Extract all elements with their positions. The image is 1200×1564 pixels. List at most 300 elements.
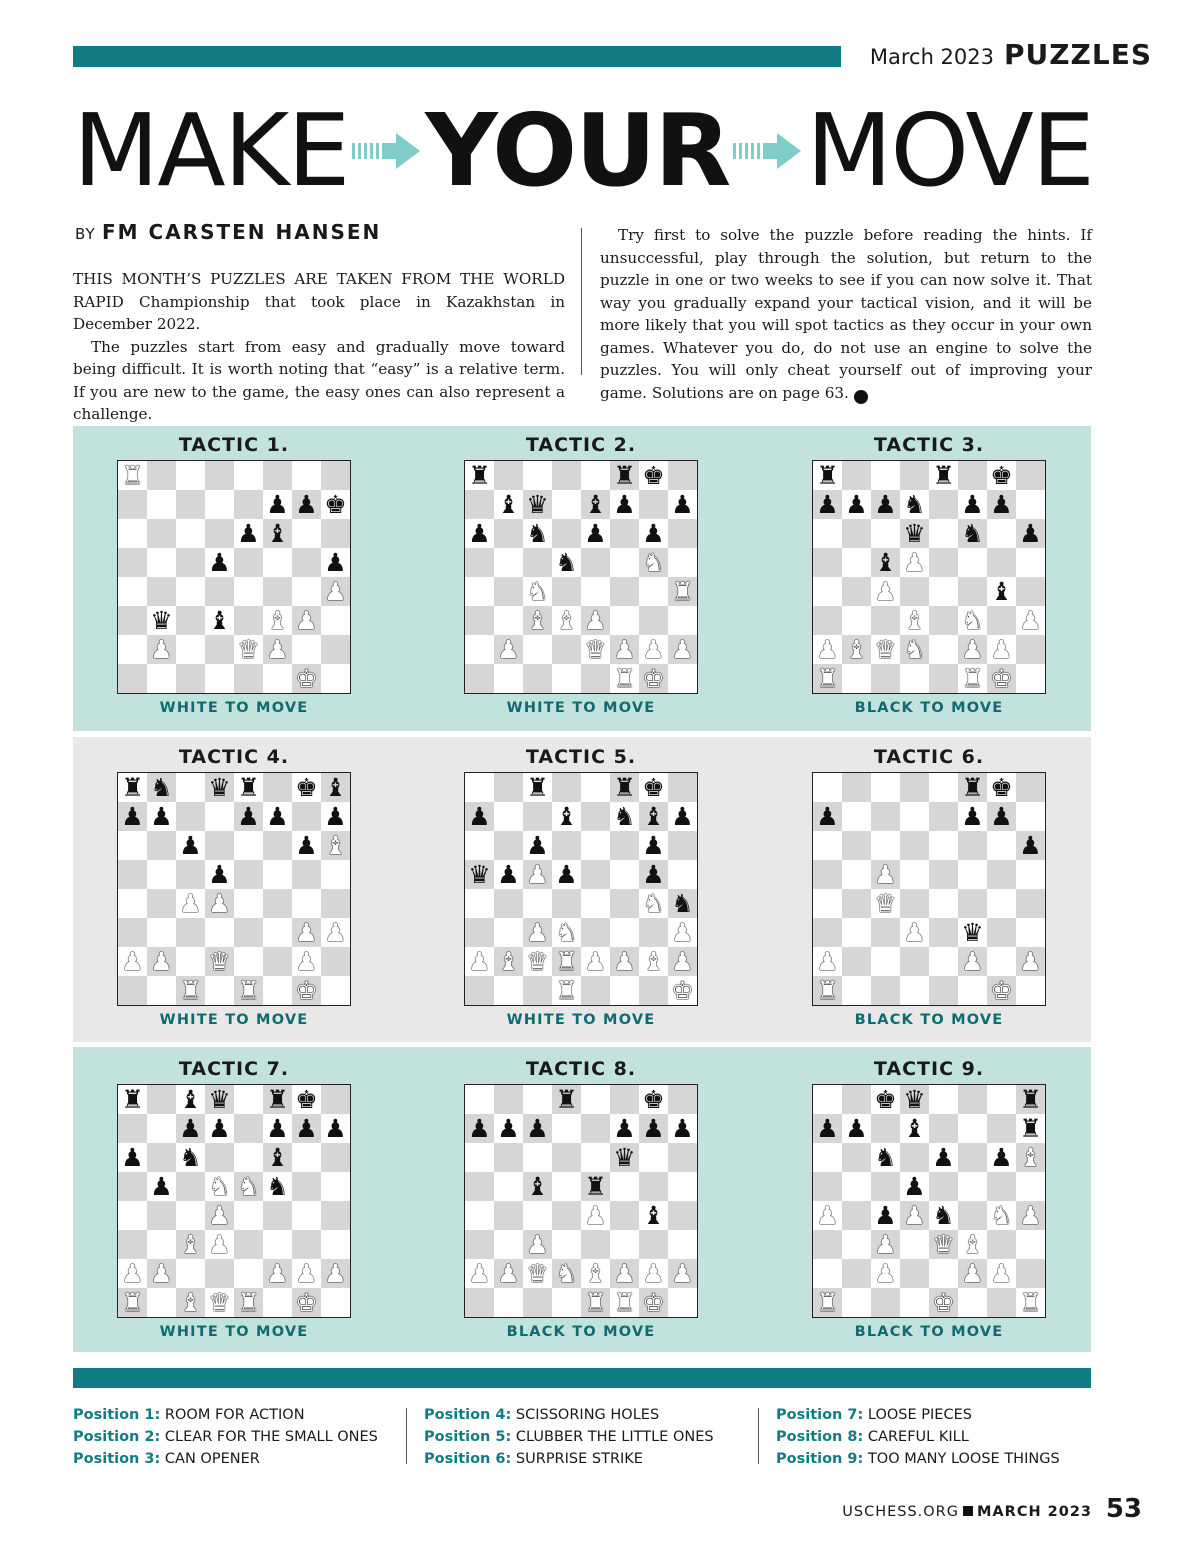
board-square (292, 461, 321, 490)
board-square (900, 889, 929, 918)
board-square (813, 548, 842, 577)
board-square (205, 1085, 234, 1114)
board-square (118, 1259, 147, 1288)
board-square (929, 1114, 958, 1143)
board-square (900, 1172, 929, 1201)
black-knight-icon: ♞ (150, 773, 173, 802)
black-queen-icon: ♛ (961, 918, 984, 947)
board-square (494, 773, 523, 802)
black-pawn-icon: ♟ (671, 490, 694, 519)
black-king-icon: ♚ (642, 773, 665, 802)
board-square (552, 606, 581, 635)
board-square (842, 1259, 871, 1288)
black-pawn-icon: ♟ (845, 1114, 868, 1143)
board-square (494, 1114, 523, 1143)
board-square (668, 889, 697, 918)
black-king-icon: ♚ (324, 490, 347, 519)
white-king-icon: ♚ (295, 1288, 318, 1317)
board-square (668, 490, 697, 519)
board-square (1016, 1085, 1045, 1114)
board-square (176, 548, 205, 577)
board-square (1016, 860, 1045, 889)
side-to-move: WHITE TO MOVE (159, 1012, 309, 1028)
board-square (581, 860, 610, 889)
board-square (1016, 635, 1045, 664)
board-square (263, 918, 292, 947)
footer-site: USCHESS.ORG (842, 1504, 959, 1520)
board-square (176, 1143, 205, 1172)
board-square (668, 976, 697, 1005)
hint-text: CLUBBER THE LITTLE ONES (515, 1429, 714, 1445)
board-square (987, 831, 1016, 860)
board-square (929, 889, 958, 918)
board-square (552, 947, 581, 976)
board-square (234, 1172, 263, 1201)
title-word-move: MOVE (806, 92, 1093, 209)
board-square (292, 802, 321, 831)
hint-text: SCISSORING HOLES (515, 1407, 660, 1423)
white-rook-icon: ♜ (121, 461, 144, 490)
board-square (465, 831, 494, 860)
board-square (147, 831, 176, 860)
board-square (581, 1172, 610, 1201)
board-square (958, 1259, 987, 1288)
board-square (900, 1114, 929, 1143)
board-square (639, 664, 668, 693)
white-king-icon: ♚ (671, 976, 694, 1005)
hint-label: Position 7: (776, 1407, 864, 1423)
board-square (871, 606, 900, 635)
board-square (523, 976, 552, 1005)
board-square (871, 519, 900, 548)
board-square (958, 519, 987, 548)
board-square (842, 947, 871, 976)
black-bishop-icon: ♝ (208, 606, 231, 635)
board-square (147, 947, 176, 976)
board-square (176, 1085, 205, 1114)
board-square (813, 773, 842, 802)
board-square (929, 490, 958, 519)
board-square (929, 1201, 958, 1230)
board-square (581, 606, 610, 635)
board-square (639, 1172, 668, 1201)
board-square (987, 1085, 1016, 1114)
board-square (842, 1288, 871, 1317)
board-square (147, 889, 176, 918)
white-king-icon: ♚ (990, 976, 1013, 1005)
white-pawn-icon: ♟ (179, 889, 202, 918)
intro-column-right (600, 224, 1092, 404)
hint-line (776, 1448, 1106, 1470)
black-king-icon: ♚ (295, 1085, 318, 1114)
board-square (147, 1172, 176, 1201)
white-pawn-icon: ♟ (642, 1259, 665, 1288)
board-square (1016, 1201, 1045, 1230)
board-square (581, 519, 610, 548)
side-to-move: WHITE TO MOVE (159, 700, 309, 716)
white-pawn-icon: ♟ (121, 947, 144, 976)
hint-label: Position 9: (776, 1451, 864, 1467)
board-square (639, 976, 668, 1005)
white-knight-icon: ♞ (642, 889, 665, 918)
board-square (147, 577, 176, 606)
page-number: 53 (1105, 1494, 1142, 1524)
board-square (668, 577, 697, 606)
black-pawn-icon: ♟ (845, 490, 868, 519)
board-square (292, 831, 321, 860)
board-square (1016, 577, 1045, 606)
white-pawn-icon: ♟ (874, 1259, 897, 1288)
side-to-move: WHITE TO MOVE (506, 700, 656, 716)
white-pawn-icon: ♟ (903, 548, 926, 577)
black-bishop-icon: ♝ (642, 1201, 665, 1230)
board-square (813, 860, 842, 889)
hint-label: Position 2: (73, 1429, 161, 1445)
white-pawn-icon: ♟ (150, 635, 173, 664)
black-knight-icon: ♞ (555, 548, 578, 577)
board-square (987, 1259, 1016, 1288)
board-square (958, 1143, 987, 1172)
board-square (523, 1114, 552, 1143)
board-square (292, 1172, 321, 1201)
board-square (639, 490, 668, 519)
board-square (292, 577, 321, 606)
hint-line (424, 1426, 754, 1448)
black-bishop-icon: ♝ (642, 802, 665, 831)
board-square (813, 831, 842, 860)
black-knight-icon: ♞ (526, 519, 549, 548)
white-knight-icon: ♞ (208, 1172, 231, 1201)
side-to-move: BLACK TO MOVE (854, 1324, 1004, 1340)
white-bishop-icon: ♝ (324, 831, 347, 860)
board-square (581, 918, 610, 947)
black-pawn-icon: ♟ (555, 860, 578, 889)
white-king-icon: ♚ (990, 664, 1013, 693)
board-square (871, 918, 900, 947)
intro-rest: Championship that took place in Kazakhstan in December 2022. (73, 292, 565, 333)
board-square (639, 860, 668, 889)
board-square (871, 773, 900, 802)
board-square (842, 461, 871, 490)
board-square (205, 1288, 234, 1317)
board-square (813, 461, 842, 490)
board-square (147, 490, 176, 519)
board-square (205, 461, 234, 490)
board-square (263, 1230, 292, 1259)
white-knight-icon: ♞ (526, 577, 549, 606)
white-pawn-icon: ♟ (613, 947, 636, 976)
page-title (73, 92, 1093, 209)
board-square (987, 664, 1016, 693)
board-square (494, 860, 523, 889)
intro-lead: THIS MONTH’S PUZZLES ARE TAKEN FROM THE WORLD RAPID (73, 270, 565, 311)
black-knight-icon: ♞ (179, 1143, 202, 1172)
hint-line (73, 1426, 403, 1448)
board-square (581, 664, 610, 693)
issue-date: March 2023 (869, 45, 994, 69)
board-square (523, 664, 552, 693)
board-square (321, 577, 350, 606)
board-square (987, 606, 1016, 635)
white-pawn-icon: ♟ (468, 947, 491, 976)
board-square (987, 947, 1016, 976)
white-queen-icon: ♛ (874, 889, 897, 918)
board-square (871, 947, 900, 976)
board-square (639, 519, 668, 548)
board-square (494, 918, 523, 947)
side-to-move: BLACK TO MOVE (854, 700, 1004, 716)
chess-board (812, 1084, 1046, 1318)
white-pawn-icon: ♟ (1019, 1201, 1042, 1230)
board-square (118, 889, 147, 918)
black-pawn-icon: ♟ (295, 831, 318, 860)
hint-label: Position 5: (424, 1429, 512, 1445)
board-square (610, 1259, 639, 1288)
board-square (494, 490, 523, 519)
board-square (987, 802, 1016, 831)
black-bishop-icon: ♝ (903, 1114, 926, 1143)
white-rook-icon: ♜ (961, 664, 984, 693)
black-king-icon: ♚ (990, 773, 1013, 802)
board-square (234, 889, 263, 918)
board-square (147, 1201, 176, 1230)
board-square (668, 773, 697, 802)
black-rook-icon: ♜ (1019, 1114, 1042, 1143)
board-square (176, 976, 205, 1005)
hint-text: CLEAR FOR THE SMALL ONES (164, 1429, 378, 1445)
board-square (321, 1143, 350, 1172)
board-square (813, 1114, 842, 1143)
board-square (234, 976, 263, 1005)
board-square (871, 1201, 900, 1230)
board-square (610, 1201, 639, 1230)
board-square (668, 860, 697, 889)
board-square (610, 831, 639, 860)
board-square (958, 1085, 987, 1114)
white-queen-icon: ♛ (584, 635, 607, 664)
board-square (292, 1143, 321, 1172)
board-square (552, 1230, 581, 1259)
board-square (929, 947, 958, 976)
board-square (234, 461, 263, 490)
board-square (929, 606, 958, 635)
board-square (494, 664, 523, 693)
board-square (871, 461, 900, 490)
board-square (176, 918, 205, 947)
black-pawn-icon: ♟ (121, 802, 144, 831)
black-pawn-icon: ♟ (874, 1201, 897, 1230)
board-square (639, 1201, 668, 1230)
white-pawn-icon: ♟ (961, 635, 984, 664)
board-square (610, 947, 639, 976)
intro-column-left (73, 268, 565, 426)
board-square (581, 548, 610, 577)
board-square (987, 1143, 1016, 1172)
white-rook-icon: ♜ (816, 664, 839, 693)
black-pawn-icon: ♟ (1019, 831, 1042, 860)
board-square (813, 1172, 842, 1201)
board-square (552, 664, 581, 693)
board-square (118, 1288, 147, 1317)
board-square (292, 1114, 321, 1143)
board-square (958, 577, 987, 606)
black-pawn-icon: ♟ (816, 1114, 839, 1143)
board-square (813, 1230, 842, 1259)
board-square (234, 1085, 263, 1114)
board-square (465, 773, 494, 802)
hint-line (424, 1404, 754, 1426)
black-pawn-icon: ♟ (266, 1114, 289, 1143)
tactic-title: TACTIC 2. (525, 434, 637, 456)
board-square (1016, 1288, 1045, 1317)
board-square (523, 519, 552, 548)
black-bishop-icon: ♝ (266, 1143, 289, 1172)
board-square (465, 1230, 494, 1259)
black-king-icon: ♚ (295, 773, 318, 802)
black-pawn-icon: ♟ (903, 1172, 926, 1201)
black-pawn-icon: ♟ (497, 1114, 520, 1143)
tactic-3 (799, 430, 1059, 716)
white-pawn-icon: ♟ (874, 577, 897, 606)
hint-line (424, 1448, 754, 1470)
white-pawn-icon: ♟ (671, 918, 694, 947)
black-queen-icon: ♛ (903, 519, 926, 548)
board-square (234, 577, 263, 606)
board-square (176, 860, 205, 889)
board-square (929, 1288, 958, 1317)
board-square (639, 1259, 668, 1288)
white-pawn-icon: ♟ (613, 635, 636, 664)
black-pawn-icon: ♟ (526, 831, 549, 860)
board-square (523, 1085, 552, 1114)
board-square (292, 1201, 321, 1230)
black-queen-icon: ♛ (208, 773, 231, 802)
board-square (987, 519, 1016, 548)
tactic-title: TACTIC 3. (873, 434, 985, 456)
black-pawn-icon: ♟ (1019, 519, 1042, 548)
board-square (205, 606, 234, 635)
board-square (929, 1172, 958, 1201)
board-square (813, 1085, 842, 1114)
board-square (234, 947, 263, 976)
board-square (958, 1114, 987, 1143)
board-square (263, 548, 292, 577)
board-square (205, 860, 234, 889)
board-square (842, 664, 871, 693)
white-knight-icon: ♞ (642, 548, 665, 577)
white-queen-icon: ♛ (874, 635, 897, 664)
board-square (176, 461, 205, 490)
board-square (176, 831, 205, 860)
board-square (668, 1143, 697, 1172)
board-square (581, 831, 610, 860)
board-square (1016, 831, 1045, 860)
black-pawn-icon: ♟ (584, 519, 607, 548)
board-square (205, 490, 234, 519)
board-square (639, 1288, 668, 1317)
board-square (581, 889, 610, 918)
black-rook-icon: ♜ (1019, 1085, 1042, 1114)
board-square (292, 1230, 321, 1259)
board-square (871, 664, 900, 693)
board-square (523, 802, 552, 831)
board-square (871, 889, 900, 918)
board-square (321, 1172, 350, 1201)
board-square (321, 918, 350, 947)
board-square (147, 548, 176, 577)
board-square (465, 1201, 494, 1230)
board-square (1016, 1259, 1045, 1288)
board-square (147, 918, 176, 947)
black-king-icon: ♚ (874, 1085, 897, 1114)
board-square (987, 1288, 1016, 1317)
board-square (321, 461, 350, 490)
board-square (581, 1201, 610, 1230)
arrow-right-icon (733, 131, 803, 171)
black-pawn-icon: ♟ (874, 490, 897, 519)
board-square (552, 831, 581, 860)
white-pawn-icon: ♟ (526, 1230, 549, 1259)
board-square (523, 577, 552, 606)
board-square (465, 1288, 494, 1317)
black-king-icon: ♚ (642, 461, 665, 490)
white-knight-icon: ♞ (961, 606, 984, 635)
board-square (234, 1259, 263, 1288)
board-square (581, 635, 610, 664)
white-king-icon: ♚ (642, 664, 665, 693)
board-square (321, 548, 350, 577)
board-square (1016, 664, 1045, 693)
white-pawn-icon: ♟ (497, 635, 520, 664)
black-pawn-icon: ♟ (990, 1143, 1013, 1172)
white-pawn-icon: ♟ (816, 947, 839, 976)
white-knight-icon: ♞ (990, 1201, 1013, 1230)
hint-text: LOOSE PIECES (867, 1407, 972, 1423)
board-square (552, 889, 581, 918)
board-square (147, 976, 176, 1005)
board-square (639, 1085, 668, 1114)
black-rook-icon: ♜ (121, 773, 144, 802)
board-square (205, 773, 234, 802)
board-square (900, 664, 929, 693)
black-pawn-icon: ♟ (208, 1114, 231, 1143)
board-square (1016, 461, 1045, 490)
board-square (118, 635, 147, 664)
board-square (639, 1143, 668, 1172)
board-square (842, 1143, 871, 1172)
board-square (523, 1288, 552, 1317)
white-rook-icon: ♜ (237, 1288, 260, 1317)
board-square (668, 1259, 697, 1288)
board-square (552, 461, 581, 490)
board-square (118, 773, 147, 802)
black-queen-icon: ♛ (208, 1085, 231, 1114)
board-square (958, 860, 987, 889)
board-square (494, 831, 523, 860)
board-square (234, 606, 263, 635)
board-square (1016, 1230, 1045, 1259)
white-pawn-icon: ♟ (903, 918, 926, 947)
board-square (1016, 519, 1045, 548)
board-square (842, 976, 871, 1005)
board-square (321, 947, 350, 976)
board-square (842, 860, 871, 889)
black-bishop-icon: ♝ (179, 1085, 202, 1114)
board-square (668, 831, 697, 860)
board-square (205, 548, 234, 577)
board-square (147, 1259, 176, 1288)
board-square (813, 1201, 842, 1230)
